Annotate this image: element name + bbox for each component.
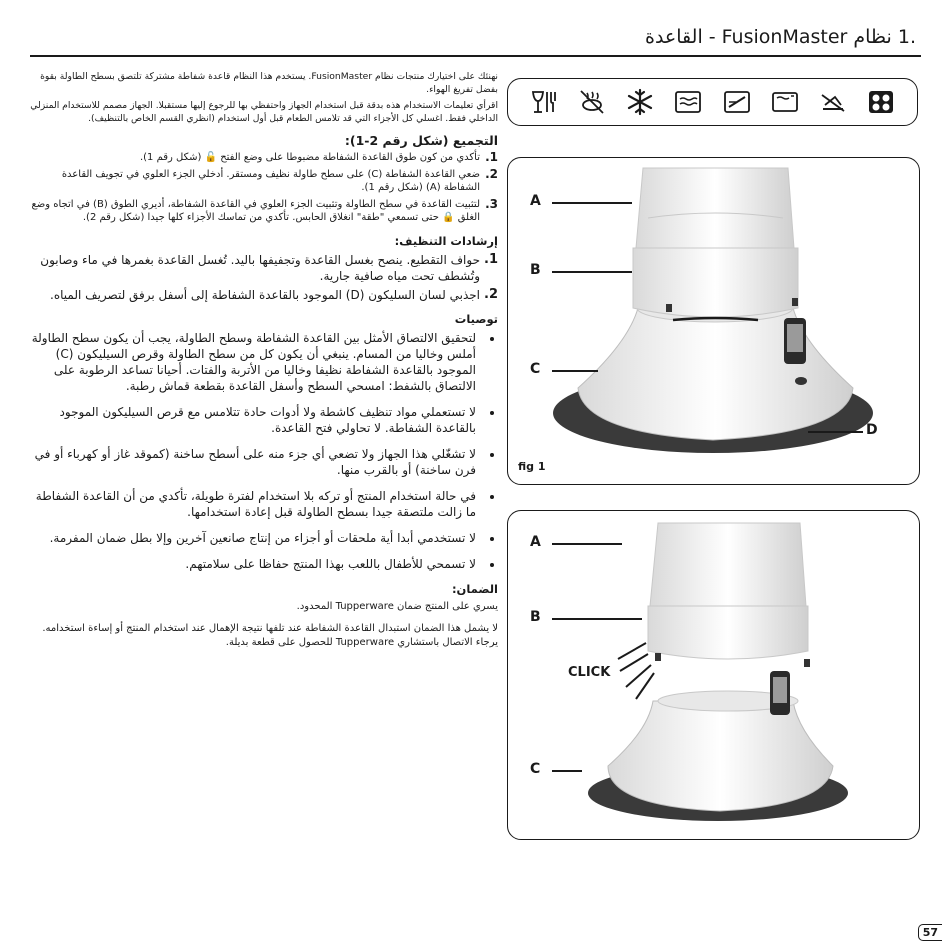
usage-icons-bar bbox=[507, 78, 918, 126]
leader-line bbox=[552, 618, 642, 620]
step-text: لتثبيت القاعدة في سطح الطاولة وتثبيت الجزء العلوي في القاعدة الشفاطة، أديري الطوق (B) في اتجاه وضع الغلق 🔒 حتى تسمعي "طقة" انغلاق الحابس. تأكدي من تماسك الأجزاء كلها جيدا (شكل رقم 2). bbox=[31, 198, 480, 223]
label-b: B bbox=[530, 262, 541, 278]
leader-line bbox=[808, 431, 863, 433]
cleaning-step-1 bbox=[28, 252, 498, 284]
leader-line bbox=[552, 543, 622, 545]
warranty-heading: الضمان: bbox=[451, 581, 498, 596]
cleaning-step-2 bbox=[28, 287, 498, 303]
step-text: تأكدي من كون طوق القاعدة الشفاطة مضبوطا على وضع الفتح 🔓 (شكل رقم 1). bbox=[139, 152, 480, 163]
recommendations-heading: توصيات bbox=[454, 311, 498, 326]
recommendations-list bbox=[28, 330, 498, 572]
intro-paragraph-1: نهنئك على اختيارك منتجات نظام FusionMaster. يستخدم هذا النظام قاعدة شفاطة مشتركة تلتصق بسطح الطاولة بقوة بفضل تفريغ الهواء. bbox=[40, 71, 498, 95]
figure-caption: fig 1 bbox=[518, 460, 546, 473]
list-item: • لا تشغّلي هذا الجهاز ولا تضعي أي جزء منه على أسطح ساخنة (كموقد غاز أو كهرباء أو في فرن ساخنة) أو بالقرب منها. bbox=[28, 446, 480, 478]
stove-icon bbox=[866, 87, 896, 117]
step-number: 1. bbox=[485, 150, 498, 164]
no-hot-surface-icon bbox=[818, 87, 848, 117]
assembly-step-2 bbox=[28, 168, 498, 195]
label-b: B bbox=[530, 609, 541, 625]
freezer-icon bbox=[625, 87, 655, 117]
cleaning-heading: إرشادات التنظيف: bbox=[394, 233, 498, 248]
step-text: حواف التقطيع. ينصح بغسل القاعدة وتجفيفها باليد. تُغسل القاعدة بغمرها في ماء وصابون وتُشطف تحت مياه صافية جارية. bbox=[40, 252, 480, 283]
list-item: • لا تسمحي للأطفال باللعب بهذا المنتج حفاظا على سلامتهم. bbox=[28, 556, 480, 572]
list-item: • لا تستخدمي أبدا أية ملحقات أو أجزاء من إنتاج صانعين آخرين وإلا بطل ضمان المفرمة. bbox=[28, 530, 480, 546]
text-column bbox=[28, 70, 498, 653]
page-title: .1 نظام FusionMaster - القاعدة bbox=[645, 26, 916, 48]
no-microwave-icon bbox=[577, 87, 607, 117]
leader-line bbox=[552, 370, 598, 372]
intro-paragraph-2: اقرأي تعليمات الاستخدام هذه بدقة قبل استخدام الجهاز واحتفظي بها للرجوع إليها مستقبلا. الجهاز مصمم للاستخدام المنزلي الداخلي فقط. اغسلي كل الأجزاء التي قد تلامس الطعام قبل أول استخدام (انظري القسم الخاص بالتنظيف). bbox=[30, 100, 498, 124]
figure-2-panel bbox=[507, 510, 920, 840]
microwave-icon bbox=[770, 87, 800, 117]
oven-icon bbox=[673, 87, 703, 117]
label-a: A bbox=[530, 193, 541, 209]
no-oven-icon bbox=[722, 87, 752, 117]
dishwasher-icon bbox=[529, 87, 559, 117]
label-a: A bbox=[530, 534, 541, 550]
page-number: 57 bbox=[918, 924, 942, 941]
step-number: 2. bbox=[484, 286, 498, 302]
header-divider bbox=[30, 55, 921, 57]
list-item: • لا تستعملي مواد تنظيف كاشطة ولا أدوات حادة تتلامس مع قرص السيليكون الموجود بالقاعدة الشفاطة. لا تحاولي فتح القاعدة. bbox=[28, 404, 480, 436]
list-item: • في حالة استخدام المنتج أو تركه بلا استخدام لفترة طويلة، تأكدي من أن القاعدة الشفاطة ما زالت ملتصقة جيدا بسطح الطاولة قبل إعادة استخدامها. bbox=[28, 488, 480, 520]
warranty-paragraph-2: لا يشمل هذا الضمان استبدال القاعدة الشفاطة عند تلفها نتيجة الإهمال عند استخدام المنتج أو إساءة استخدامه. يرجاء الاتصال باستشاري Tupperware للحصول على قطعة بديلة. bbox=[42, 622, 498, 648]
label-d: D bbox=[866, 422, 878, 438]
warranty-paragraph-1: يسري على المنتج ضمان Tupperware المحدود. bbox=[296, 600, 498, 612]
step-number: 1. bbox=[484, 251, 498, 267]
leader-line bbox=[552, 770, 582, 772]
step-number: 2. bbox=[485, 166, 498, 181]
label-c: C bbox=[530, 361, 541, 377]
assembly-step-1 bbox=[28, 151, 498, 165]
figure-1-illustration bbox=[508, 158, 919, 484]
label-c: C bbox=[530, 761, 541, 777]
step-text: اجذبي لسان السليكون (D) الموجود بالقاعدة الشفاطة إلى أسفل برفق لتصريف المياه. bbox=[50, 287, 480, 302]
click-label: CLICK bbox=[568, 665, 611, 680]
figure-1-panel bbox=[507, 157, 920, 485]
list-item: • لتحقيق الالتصاق الأمثل بين القاعدة الشفاطة وسطح الطاولة، يجب أن يكون سطح الطاولة أملس وخاليا من المسام. ينبغي أن يكون كل من سطح الطاولة وقرص السيليكون (C) الموجود بالقاعدة الشفاطة نظيفا وخاليا من الأتربة والفتات. أحيانا تساعد الرطوبة على الالتصاق بالشفط: امسحي السطح وأسفل القاعدة بقطعة قماش رطبة. bbox=[28, 330, 480, 394]
assembly-step-3 bbox=[28, 198, 498, 225]
leader-line bbox=[552, 271, 632, 273]
step-number: 3. bbox=[485, 196, 498, 211]
step-text: ضعي القاعدة الشفاطة (C) على سطح طاولة نظيف ومستقر. أدخلي الجزء العلوي في تجويف القاعدة الشفاطة (A) (شكل رقم 1). bbox=[61, 168, 480, 193]
assembly-heading: التجميع (شكل رقم 2-1): bbox=[344, 133, 498, 148]
leader-line bbox=[552, 202, 632, 204]
